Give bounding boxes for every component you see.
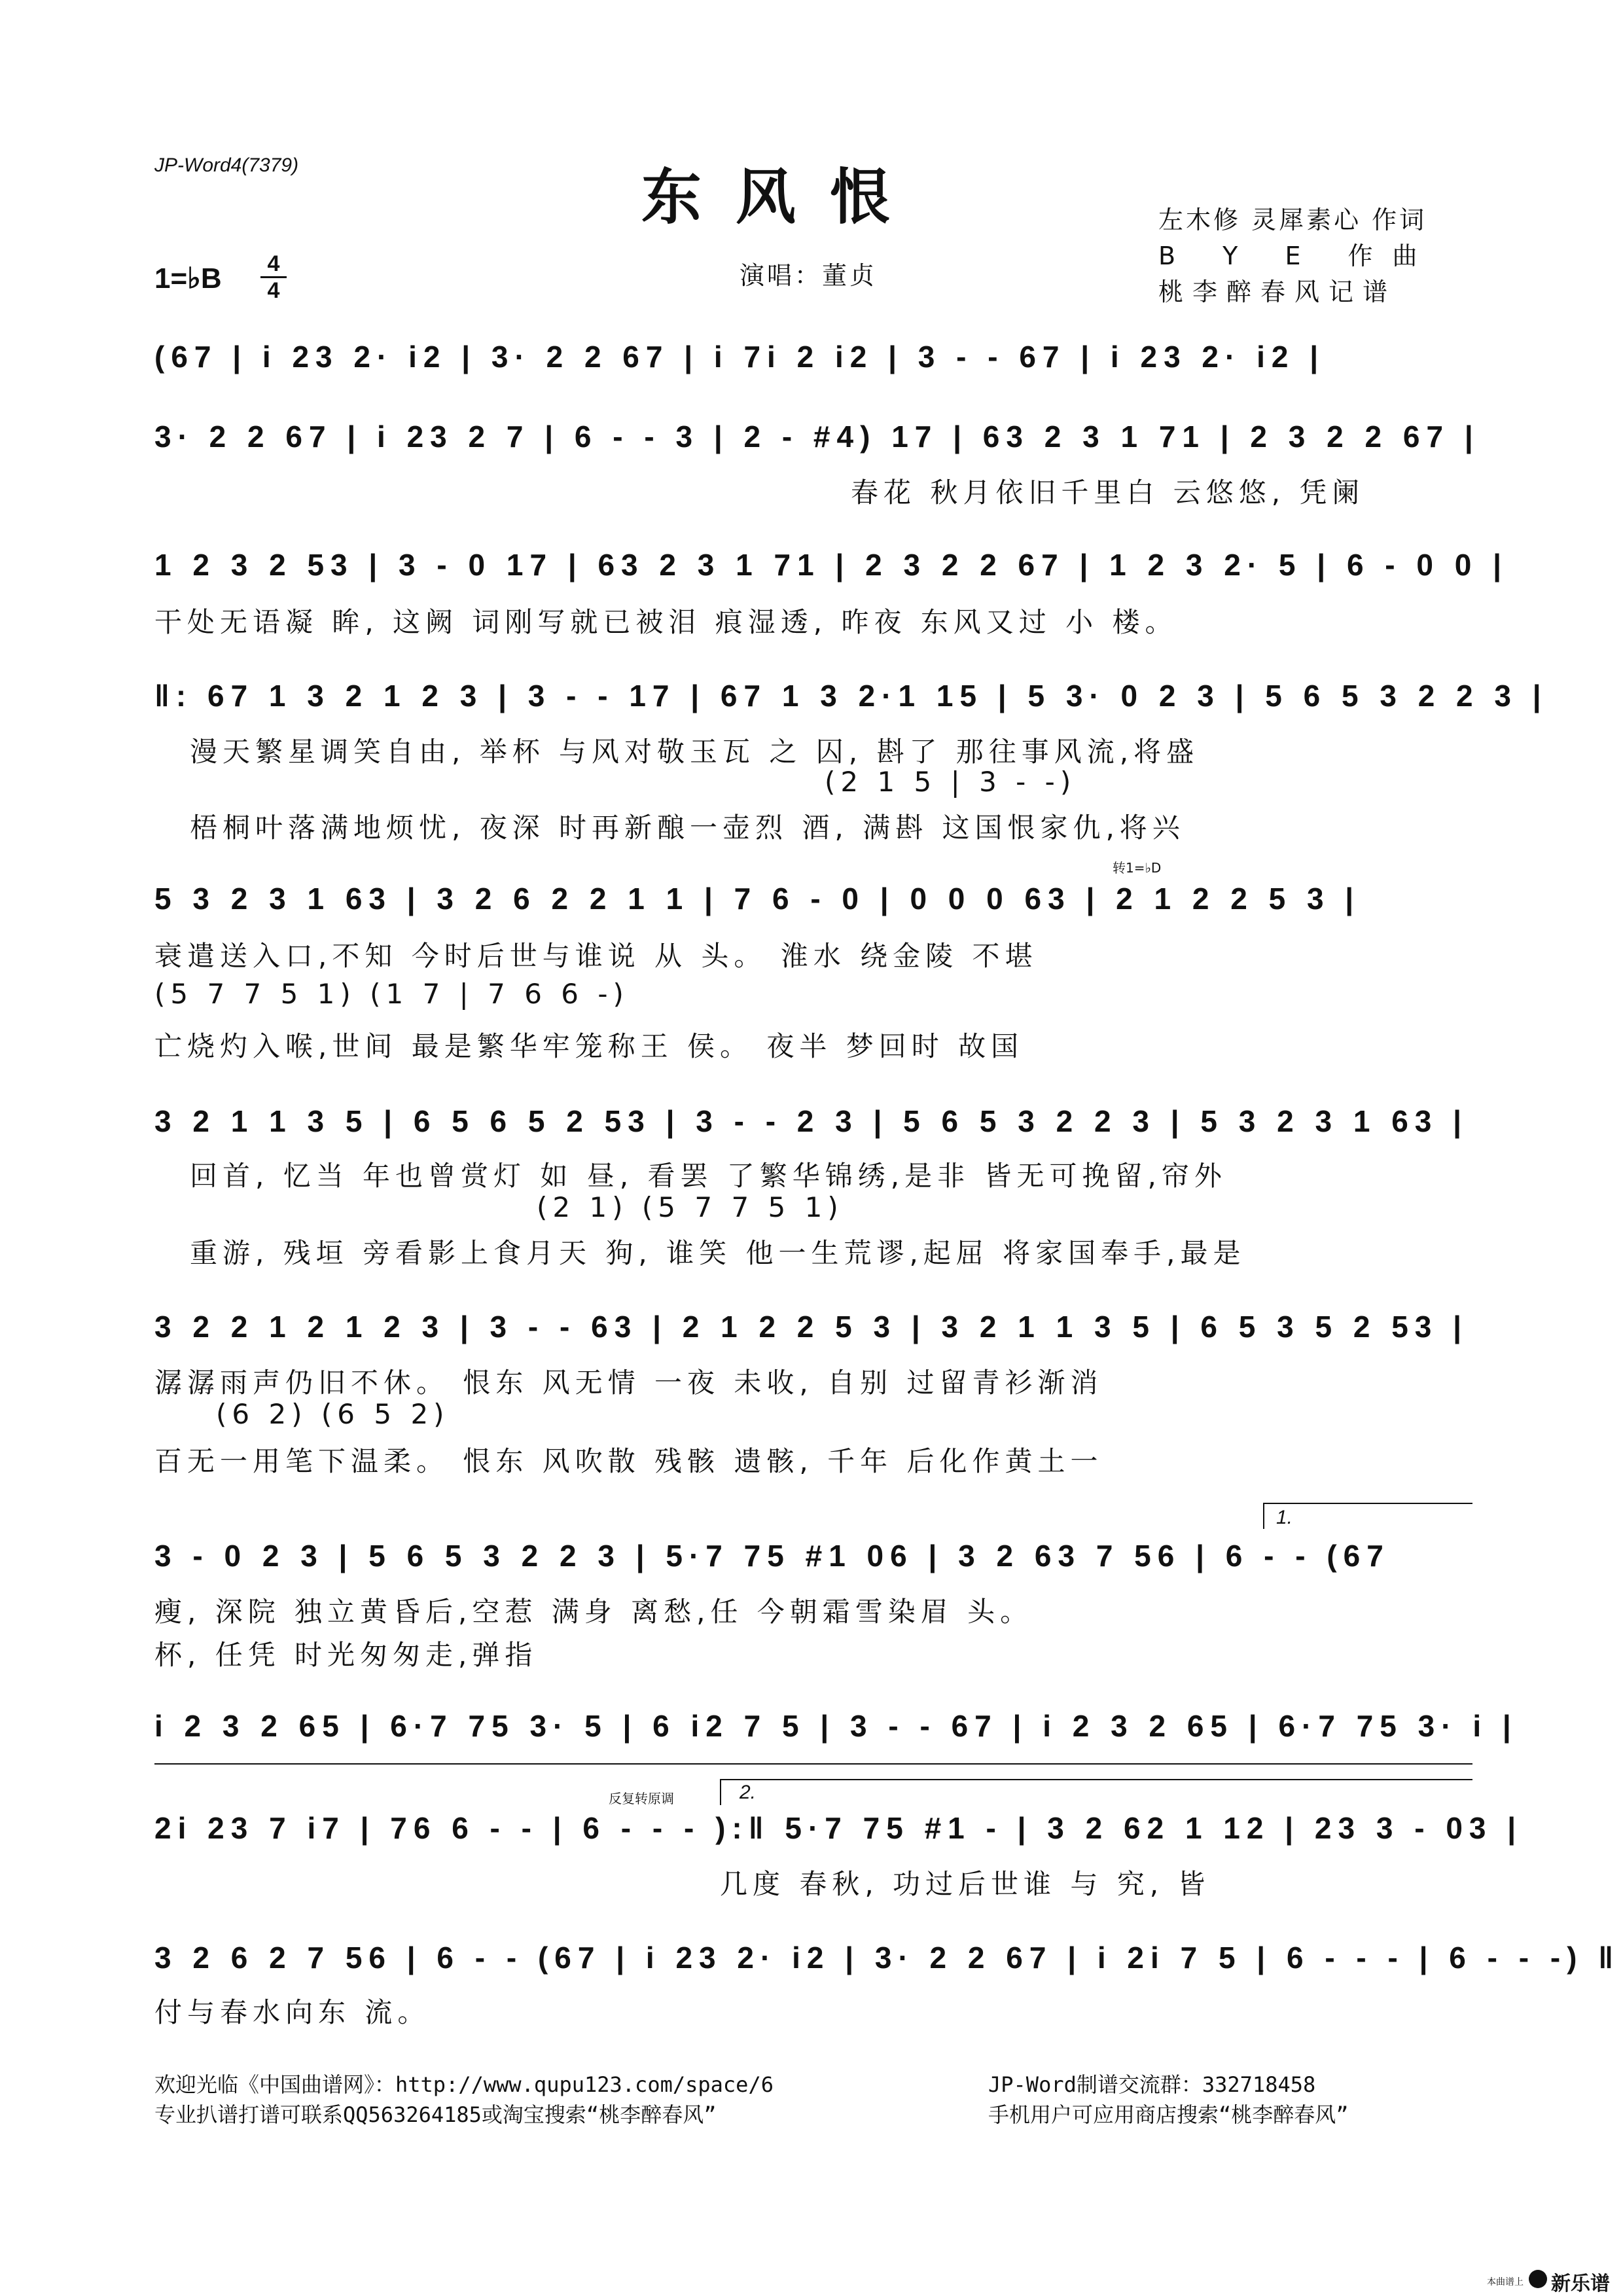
lyric-row-5-verse-1: 衰遣送入口,不知 今时后世与谁说 从 头。 淮水 绕金陵 不堪 [154, 940, 1038, 972]
footer-group: JP-Word制谱交流群：332718458 [988, 2072, 1316, 2097]
footer-contact: 专业扒谱打谱可联系QQ563264185或淘宝搜索“桃李醉春风” [154, 2102, 717, 2127]
score-row-4: ‖: 67 1 3 2 1 2 3 | 3 - - 17 | 67 1 3 2·1 15 | 5 3· 0 2 3 | 5 6 5 3 2 2 3 | [154, 679, 1548, 713]
score-row-9: i 2 3 2 65 | 6·7 75 3· 5 | 6 i2 7 5 | 3 - - 67 | i 2 3 2 65 | 6·7 75 3· i | [154, 1709, 1518, 1743]
watermark-brand: 新乐谱 [1551, 2272, 1610, 2295]
volta-1-continuation [154, 1763, 1472, 1765]
composer-credit: B Y E 作曲 [1158, 242, 1437, 270]
lyric-row-7-verse-2: 百无一用笔下温柔。 恨东 风吹散 残骸 遗骸, 千年 后化作黄土一 [154, 1445, 1103, 1477]
lyric-row-11: 付与春水向东 流。 [154, 1996, 431, 2028]
score-row-8: 3 - 0 2 3 | 5 6 5 3 2 2 3 | 5·7 75 #1 06 | 3 2 63 7 56 | 6 - - (67 [154, 1539, 1390, 1573]
watermark-logo-icon [1529, 2270, 1547, 2288]
modulation-mark: 转1=♭D [1113, 860, 1162, 876]
software-label: JP-Word4(7379) [154, 154, 299, 176]
time-signature [260, 253, 287, 302]
lyric-row-3: 干处无语凝 眸, 这阙 词刚写就已被泪 痕湿透, 昨夜 东风又过 小 楼。 [154, 606, 1178, 638]
lyric-row-10: 几度 春秋, 功过后世谁 与 究, 皆 [720, 1868, 1211, 1900]
score-row-3: 1 2 3 2 53 | 3 - 0 17 | 63 2 3 1 71 | 2 3 2 2 67 | 1 2 3 2· 5 | 6 - 0 0 | [154, 548, 1508, 582]
watermark-small-text: 本曲谱上 [1487, 2277, 1524, 2287]
lyric-row-6-alt-notes: (2 1) (5 7 7 5 1) [537, 1191, 844, 1223]
lyric-row-5-alt-notes: (5 7 7 5 1) (1 7 | 7 6 6 -) [154, 978, 629, 1010]
page-title: 东风恨 [641, 162, 925, 232]
footer-app: 手机用户可应用商店搜索“桃李醉春风” [988, 2102, 1349, 2127]
time-signature-denominator: 4 [267, 278, 280, 303]
volta-2-label: 2. [740, 1782, 757, 1803]
score-row-6: 3 2 1 1 3 5 | 6 5 6 5 2 53 | 3 - - 2 3 | 5 6 5 3 2 2 3 | 5 3 2 3 1 63 | [154, 1104, 1469, 1138]
lyric-row-6-verse-2: 重游, 残垣 旁看影上食月天 狗, 谁笑 他一生荒谬,起屈 将家国奉手,最是 [190, 1237, 1246, 1269]
score-row-1: (67 | i 23 2· i2 | 3· 2 2 67 | i 7i 2 i2 | 3 - - 67 | i 23 2· i2 | [154, 340, 1325, 374]
lyricist-credit: 左木修 灵犀素心 作词 [1158, 206, 1427, 234]
lyric-row-7-verse-1: 潺潺雨声仍旧不休。 恨东 风无情 一夜 未收, 自别 过留青衫渐消 [154, 1367, 1103, 1399]
footer-website: 欢迎光临《中国曲谱网》：http://www.qupu123.com/space/6 [154, 2072, 774, 2097]
lyric-row-2: 春花 秋月依旧千里白 云悠悠, 凭阑 [851, 476, 1365, 509]
transcriber-credit: 桃李醉春风记谱 [1158, 278, 1397, 306]
lyric-row-6-verse-1: 回首, 忆当 年也曾赏灯 如 昼, 看罢 了繁华锦绣,是非 皆无可挽留,帘外 [190, 1160, 1227, 1192]
lyric-row-7-alt-notes: (6 2) (6 5 2) [216, 1398, 450, 1430]
volta-2-bracket [720, 1779, 1472, 1780]
score-row-10: 2i 23 7 i7 | 76 6 - - | 6 - - - ):‖ 5·7 75 #1 - | 3 2 62 1 12 | 23 3 - 03 | [154, 1811, 1523, 1845]
volta-1-bracket [1263, 1503, 1472, 1504]
volta-2-bracket-side [720, 1779, 721, 1805]
lyric-row-8-verse-2: 杯, 任凭 时光匆匆走,弹指 [154, 1639, 538, 1671]
key-signature: 1=♭B [154, 262, 222, 295]
score-row-11: 3 2 6 2 7 56 | 6 - - (67 | i 23 2· i2 | 3· 2 2 67 | i 2i 7 5 | 6 - - - | 6 - - -) ‖ [154, 1941, 1620, 1975]
lyric-row-8-verse-1: 瘦, 深院 独立黄昏后,空惹 满身 离愁,任 今朝霜雪染眉 头。 [154, 1596, 1033, 1628]
repeat-note: 反复转原调 [609, 1791, 674, 1806]
lyric-row-4-verse-2: 梧桐叶落满地烦忧, 夜深 时再新酿一壶烈 酒, 满斟 这国恨家仇,将兴 [190, 812, 1185, 844]
singer-credit: 演唱：董贞 [740, 261, 878, 290]
volta-1-bracket-side [1263, 1503, 1264, 1529]
score-row-5: 5 3 2 3 1 63 | 3 2 6 2 2 1 1 | 7 6 - 0 | 0 0 0 63 | 2 1 2 2 5 3 | [154, 882, 1361, 916]
volta-1-label: 1. [1276, 1507, 1293, 1528]
lyric-row-4-verse-1: 漫天繁星调笑自由, 举杯 与风对敬玉瓦 之 囚, 斟了 那往事风流,将盛 [190, 736, 1200, 768]
lyric-row-5-verse-2: 亡烧灼入喉,世间 最是繁华牢笼称王 侯。 夜半 梦回时 故国 [154, 1030, 1024, 1062]
lyric-row-4-alt-notes: (2 1 5 | 3 - -) [825, 766, 1077, 798]
score-row-2: 3· 2 2 67 | i 23 2 7 | 6 - - 3 | 2 - #4) 17 | 63 2 3 1 71 | 2 3 2 2 67 | [154, 420, 1480, 454]
score-row-7: 3 2 2 1 2 1 2 3 | 3 - - 63 | 2 1 2 2 5 3 | 3 2 1 1 3 5 | 6 5 3 5 2 53 | [154, 1310, 1469, 1344]
time-signature-numerator: 4 [267, 251, 280, 276]
